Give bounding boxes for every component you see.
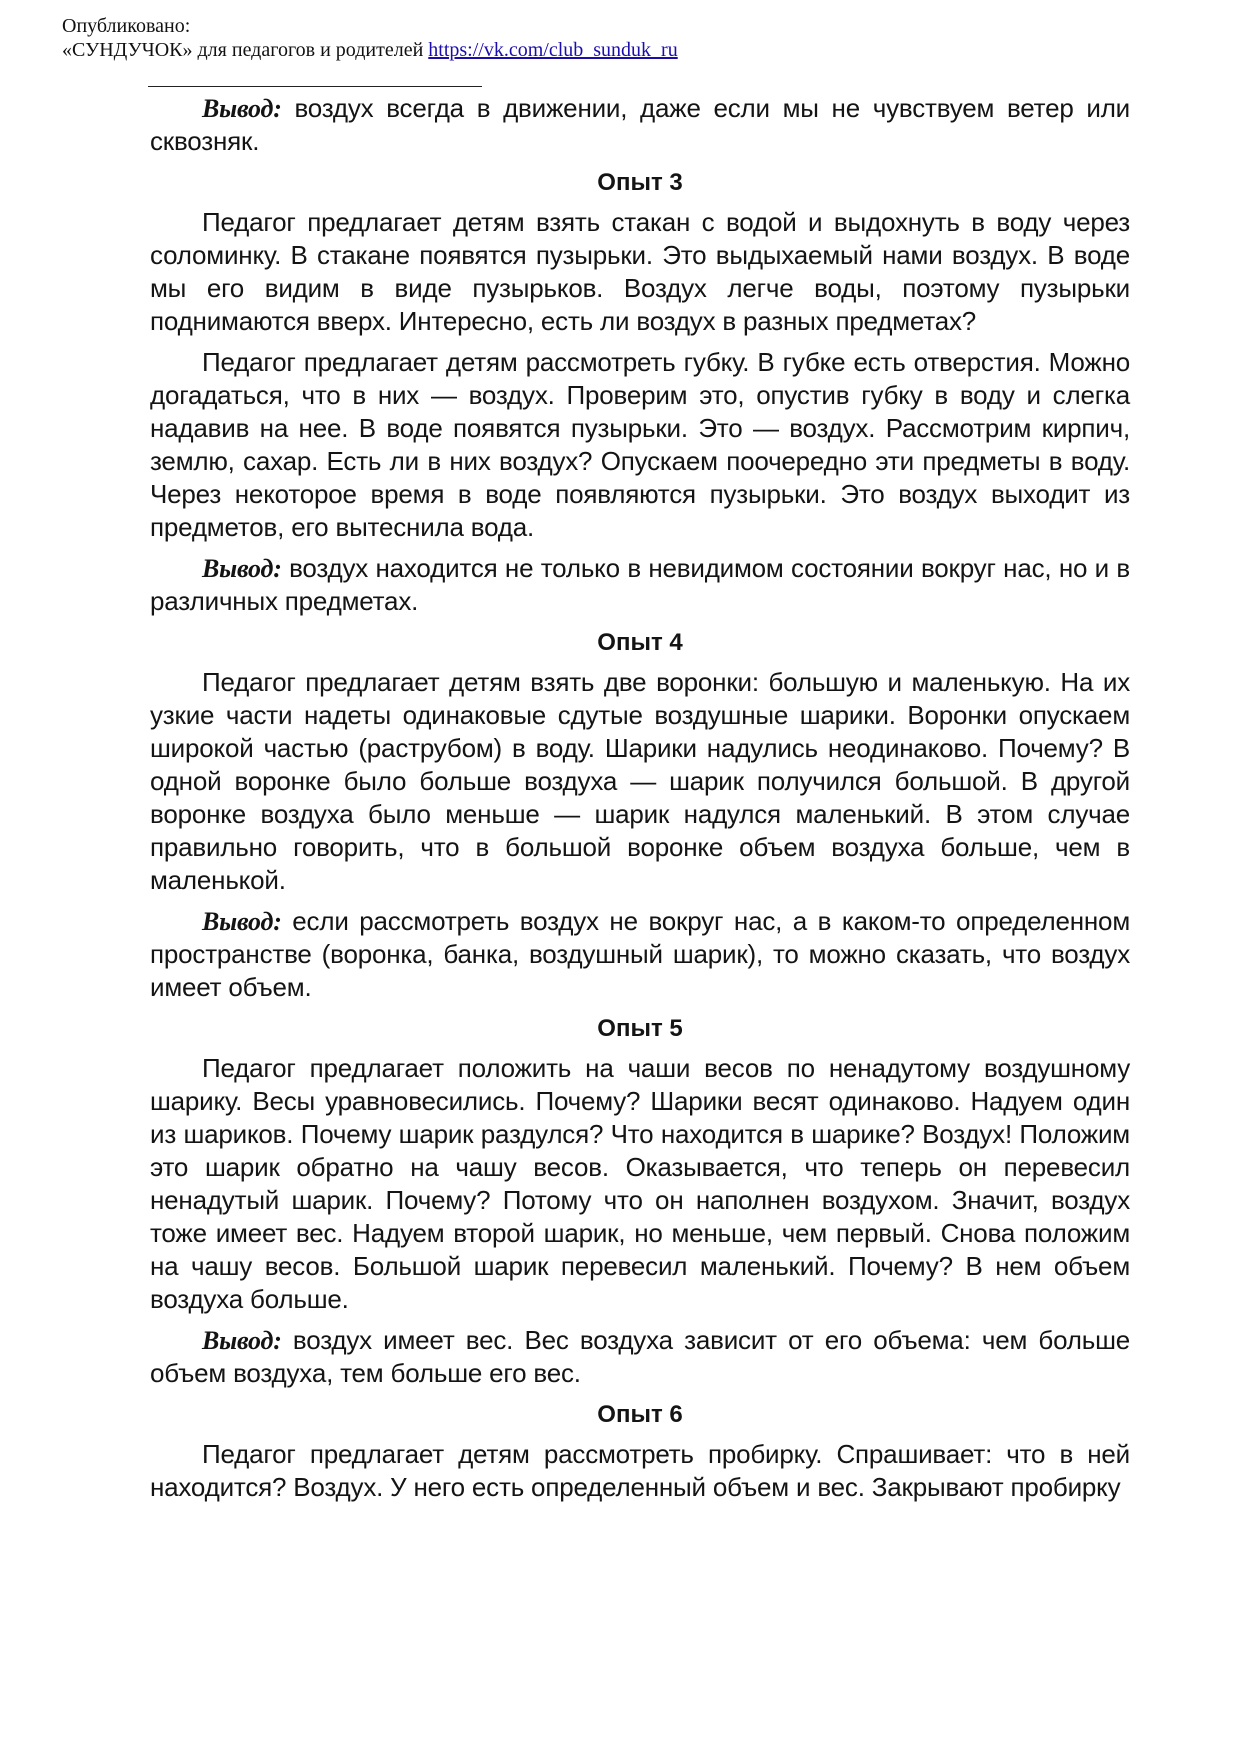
conclusion-text: воздух находится не только в невидимом состоянии вокруг нас, но и в различных предметах. (150, 553, 1130, 616)
conclusion-text: воздух имеет вес. Вес воздуха зависит от его объема: чем больше объем воздуха, тем больше его вес. (150, 1325, 1130, 1388)
experiment-4-paragraph-1: Педагог предлагает детям взять две воронки: большую и маленькую. На их узкие части надеты одинаковые сдутые воздушные шарики. Воронки опускаем широкой частью (раструбом) в воду. Шарики надулись неодинаково. Почему? В одной воронке было больше воздуха — шарик получился большой. В другой воронке воздуха было меньше — шарик надулся маленький. В этом случае правильно говорить, что в большой воронке объем воздуха больше, чем в маленькой. (150, 667, 1130, 895)
conclusion-label: Вывод: (202, 94, 282, 123)
publisher-name: «СУНДУЧОК» для педагогов и родителей (62, 39, 429, 61)
document-body (150, 92, 1130, 1512)
intro-conclusion (150, 92, 1130, 158)
experiment-5-paragraph-1: Педагог предлагает положить на чаши весов по ненадутому воздушному шарику. Весы уравновесились. Почему? Шарики весят одинаково. Надуем один из шариков. Почему шарик раздулся? Что находится в шарике? Воздух! Положим это шарик обратно на чашу весов. Оказывается, что теперь он перевесил ненадутый шарик. Почему? Потому что он наполнен воздухом. Значит, воздух тоже имеет вес. Надуем второй шарик, но меньше, чем первый. Снова положим на чашу весов. Большой шарик перевесил маленький. Почему? В нем объем воздуха больше. (150, 1053, 1130, 1314)
conclusion-text: воздух всегда в движении, даже если мы не чувствуем ветер или сквозняк. (150, 93, 1130, 156)
experiment-3-conclusion (150, 552, 1130, 618)
conclusion-label: Вывод: (202, 907, 282, 936)
experiment-3-paragraph-2: Педагог предлагает детям рассмотреть губку. В губке есть отверстия. Можно догадаться, что в них — воздух. Проверим это, опустив губку в воду и слегка надавив на нее. В воде появятся пузырьки. Это — воздух. Рассмотрим кирпич, землю, сахар. Есть ли в них воздух? Опускаем поочередно эти предметы в воду. Через некоторое время в воде появляются пузырьки. Это воздух выходит из предметов, его вытеснила вода. (150, 347, 1130, 542)
experiment-5-title: Опыт 5 (597, 1015, 683, 1042)
experiment-3-paragraph-1: Педагог предлагает детям взять стакан с водой и выдохнуть в воду через соломинку. В стакане появятся пузырьки. Это выдыхаемый нами воздух. В воде мы его видим в виде пузырьков. Воздух легче воды, поэтому пузырьки поднимаются вверх. Интересно, есть ли воздух в разных предметах? (150, 207, 1130, 336)
publication-header (62, 14, 678, 62)
experiment-4-title: Опыт 4 (597, 629, 683, 656)
experiment-3-title: Опыт 3 (597, 169, 683, 196)
published-label: Опубликовано: (62, 15, 191, 37)
publisher-link[interactable]: https://vk.com/club_sunduk_ru (428, 39, 678, 61)
experiment-6-title: Опыт 6 (597, 1401, 683, 1428)
publisher-line (62, 38, 678, 62)
experiment-6-paragraph-1: Педагог предлагает детям рассмотреть пробирку. Спрашивает: что в ней находится? Воздух. У него есть определенный объем и вес. Закрывают пробирку (150, 1439, 1130, 1502)
experiment-4-conclusion (150, 905, 1130, 1004)
experiment-5-conclusion (150, 1324, 1130, 1390)
conclusion-label: Вывод: (202, 554, 282, 583)
conclusion-label: Вывод: (202, 1326, 282, 1355)
header-divider (148, 86, 482, 87)
conclusion-text: если рассмотреть воздух не вокруг нас, а в каком-то определенном пространстве (воронка, банка, воздушный шарик), то можно сказать, что воздух имеет объем. (150, 906, 1130, 1002)
